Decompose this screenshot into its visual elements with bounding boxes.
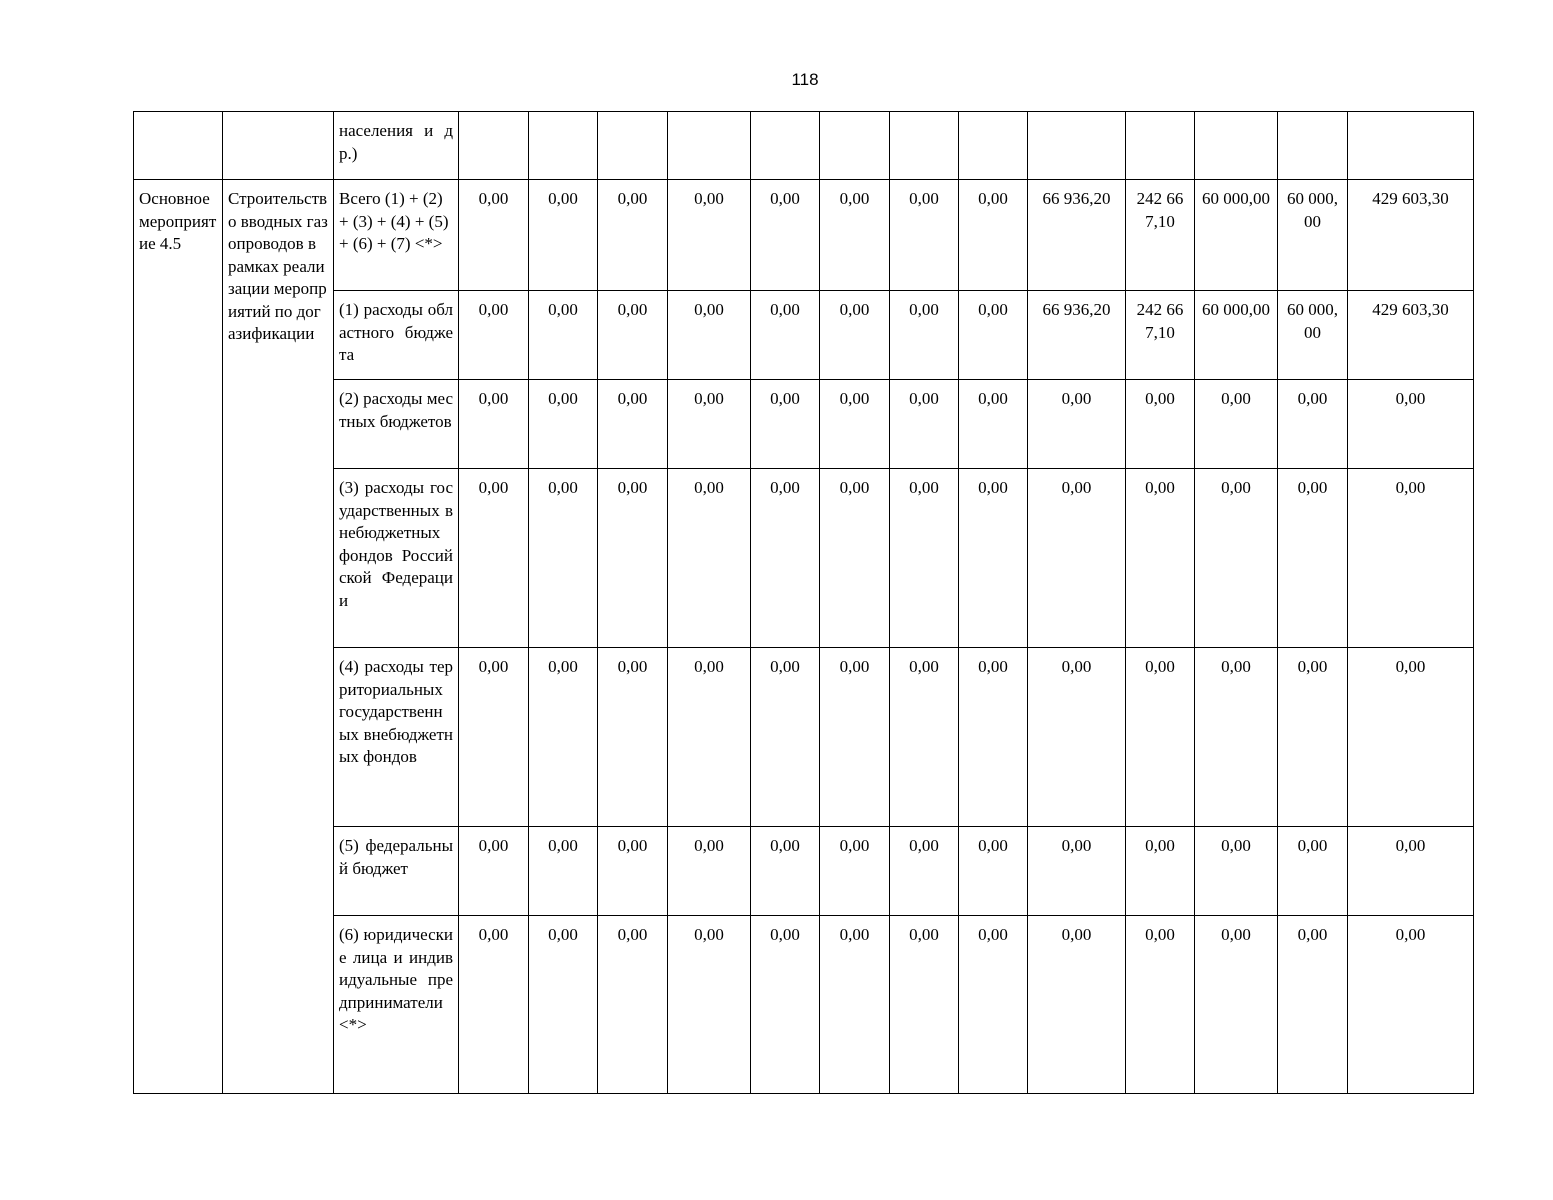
value-cell: 429 603,30 xyxy=(1348,180,1474,291)
table-row xyxy=(134,648,1474,827)
funding-source-cell: населения и др.) xyxy=(334,112,459,180)
value-cell: 0,00 xyxy=(820,380,890,469)
table-row xyxy=(134,916,1474,1094)
value-cell: 0,00 xyxy=(529,827,598,916)
funding-source-cell: Всего (1) + (2) + (3) + (4) + (5) + (6) + (7) <*> xyxy=(334,180,459,291)
value-cell: 0,00 xyxy=(1195,827,1278,916)
value-cell: 242 667,10 xyxy=(1126,291,1195,380)
value-cell: 0,00 xyxy=(959,291,1028,380)
value-cell: 0,00 xyxy=(529,648,598,827)
value-cell: 0,00 xyxy=(1126,380,1195,469)
value-cell: 0,00 xyxy=(529,469,598,648)
value-cell: 0,00 xyxy=(820,916,890,1094)
value-cell: 0,00 xyxy=(1028,469,1126,648)
funding-source-cell: (5) федеральный бюджет xyxy=(334,827,459,916)
value-cell-empty xyxy=(820,112,890,180)
value-cell: 0,00 xyxy=(668,916,751,1094)
funding-source-cell: (1) расходы областного бюджета xyxy=(334,291,459,380)
value-cell: 0,00 xyxy=(1126,469,1195,648)
value-cell: 0,00 xyxy=(1278,827,1348,916)
value-cell-empty xyxy=(1195,112,1278,180)
value-cell: 0,00 xyxy=(959,380,1028,469)
value-cell: 0,00 xyxy=(598,916,668,1094)
funding-source-cell: (4) расходы территориальных государственных внебюджетных фондов xyxy=(334,648,459,827)
value-cell: 0,00 xyxy=(959,648,1028,827)
value-cell: 0,00 xyxy=(598,180,668,291)
value-cell: 66 936,20 xyxy=(1028,180,1126,291)
value-cell: 0,00 xyxy=(598,648,668,827)
value-cell: 0,00 xyxy=(1278,469,1348,648)
activity-name-cell: Строительство вводных газопроводов в рамках реализации мероприятий по догазификации xyxy=(223,180,334,1094)
value-cell: 0,00 xyxy=(890,380,959,469)
value-cell: 0,00 xyxy=(1028,380,1126,469)
budget-table xyxy=(133,111,1474,1094)
value-cell-empty xyxy=(1028,112,1126,180)
value-cell: 0,00 xyxy=(890,827,959,916)
table-row xyxy=(134,380,1474,469)
value-cell: 0,00 xyxy=(598,827,668,916)
value-cell: 0,00 xyxy=(1028,916,1126,1094)
value-cell-empty xyxy=(959,112,1028,180)
value-cell: 0,00 xyxy=(890,916,959,1094)
table-body xyxy=(134,112,1474,1094)
value-cell: 0,00 xyxy=(1348,469,1474,648)
value-cell-empty xyxy=(751,112,820,180)
table-row xyxy=(134,827,1474,916)
value-cell: 0,00 xyxy=(820,469,890,648)
value-cell: 0,00 xyxy=(1348,380,1474,469)
value-cell: 0,00 xyxy=(1195,916,1278,1094)
value-cell: 0,00 xyxy=(751,291,820,380)
value-cell-empty xyxy=(529,112,598,180)
value-cell: 0,00 xyxy=(890,291,959,380)
value-cell-empty xyxy=(1126,112,1195,180)
value-cell: 0,00 xyxy=(1126,827,1195,916)
value-cell: 0,00 xyxy=(459,180,529,291)
table-row xyxy=(134,469,1474,648)
value-cell: 0,00 xyxy=(820,291,890,380)
value-cell: 0,00 xyxy=(668,648,751,827)
value-cell: 0,00 xyxy=(1348,827,1474,916)
value-cell: 0,00 xyxy=(668,827,751,916)
value-cell: 60 000,00 xyxy=(1278,291,1348,380)
value-cell: 0,00 xyxy=(529,180,598,291)
value-cell: 0,00 xyxy=(751,916,820,1094)
value-cell: 0,00 xyxy=(820,180,890,291)
value-cell: 0,00 xyxy=(751,648,820,827)
value-cell: 0,00 xyxy=(529,380,598,469)
value-cell: 0,00 xyxy=(959,469,1028,648)
value-cell: 242 667,10 xyxy=(1126,180,1195,291)
value-cell: 0,00 xyxy=(1195,648,1278,827)
funding-source-cell: (6) юридические лица и индивидуальные предприниматели <*> xyxy=(334,916,459,1094)
value-cell: 0,00 xyxy=(1195,380,1278,469)
value-cell-empty xyxy=(1278,112,1348,180)
value-cell: 0,00 xyxy=(751,827,820,916)
value-cell: 0,00 xyxy=(1278,648,1348,827)
value-cell: 0,00 xyxy=(751,380,820,469)
value-cell-empty xyxy=(668,112,751,180)
value-cell: 0,00 xyxy=(598,380,668,469)
value-cell: 0,00 xyxy=(890,180,959,291)
value-cell: 60 000,00 xyxy=(1195,291,1278,380)
value-cell: 0,00 xyxy=(1028,648,1126,827)
value-cell: 0,00 xyxy=(1028,827,1126,916)
table-row-continuation xyxy=(134,112,1474,180)
activity-code-cell-empty xyxy=(134,112,223,180)
value-cell: 0,00 xyxy=(459,380,529,469)
value-cell: 66 936,20 xyxy=(1028,291,1126,380)
value-cell: 60 000,00 xyxy=(1195,180,1278,291)
value-cell: 0,00 xyxy=(751,469,820,648)
value-cell: 60 000,00 xyxy=(1278,180,1348,291)
value-cell: 0,00 xyxy=(459,827,529,916)
table-row xyxy=(134,180,1474,291)
value-cell: 0,00 xyxy=(959,827,1028,916)
value-cell: 0,00 xyxy=(459,291,529,380)
value-cell: 0,00 xyxy=(668,180,751,291)
funding-source-cell: (3) расходы государственных внебюджетных фондов Российской Федерации xyxy=(334,469,459,648)
value-cell: 0,00 xyxy=(1195,469,1278,648)
value-cell: 0,00 xyxy=(459,648,529,827)
value-cell: 0,00 xyxy=(598,469,668,648)
value-cell: 0,00 xyxy=(598,291,668,380)
value-cell-empty xyxy=(598,112,668,180)
value-cell: 0,00 xyxy=(459,469,529,648)
value-cell: 0,00 xyxy=(529,291,598,380)
value-cell: 0,00 xyxy=(459,916,529,1094)
value-cell: 0,00 xyxy=(1126,648,1195,827)
value-cell-empty xyxy=(459,112,529,180)
value-cell: 0,00 xyxy=(668,380,751,469)
value-cell-empty xyxy=(1348,112,1474,180)
value-cell: 0,00 xyxy=(1348,648,1474,827)
funding-source-cell: (2) расходы местных бюджетов xyxy=(334,380,459,469)
value-cell: 0,00 xyxy=(1278,380,1348,469)
value-cell-empty xyxy=(890,112,959,180)
value-cell: 0,00 xyxy=(820,648,890,827)
value-cell: 0,00 xyxy=(890,469,959,648)
value-cell: 0,00 xyxy=(529,916,598,1094)
value-cell: 0,00 xyxy=(668,469,751,648)
value-cell: 0,00 xyxy=(1348,916,1474,1094)
value-cell: 0,00 xyxy=(1278,916,1348,1094)
table-row xyxy=(134,291,1474,380)
value-cell: 0,00 xyxy=(959,180,1028,291)
activity-code-cell: Основное мероприятие 4.5 xyxy=(134,180,223,1094)
value-cell: 0,00 xyxy=(959,916,1028,1094)
activity-name-cell-empty xyxy=(223,112,334,180)
value-cell: 429 603,30 xyxy=(1348,291,1474,380)
value-cell: 0,00 xyxy=(1126,916,1195,1094)
value-cell: 0,00 xyxy=(668,291,751,380)
value-cell: 0,00 xyxy=(820,827,890,916)
value-cell: 0,00 xyxy=(751,180,820,291)
value-cell: 0,00 xyxy=(890,648,959,827)
page-number: 118 xyxy=(791,70,819,89)
